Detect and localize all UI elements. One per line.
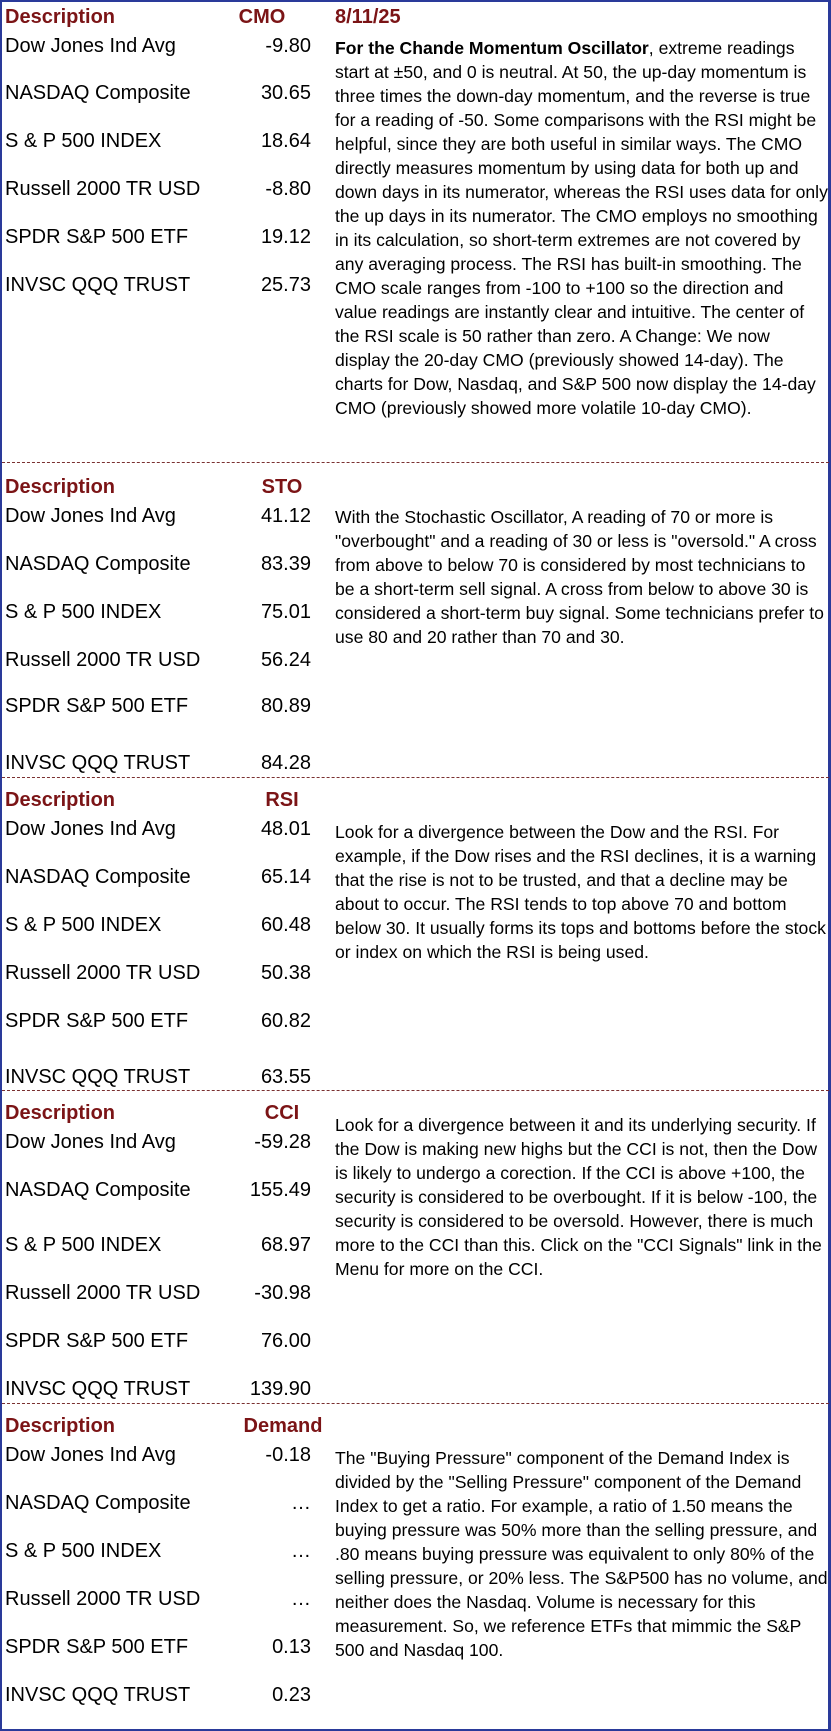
row-name: S & P 500 INDEX	[5, 1540, 162, 1562]
row-value: 60.48	[260, 914, 311, 936]
row-name: S & P 500 INDEX	[5, 1234, 162, 1256]
indicator-header-demand: Demand	[243, 1415, 323, 1437]
row-name: INVSC QQQ TRUST	[5, 1066, 191, 1088]
description-header: Description	[5, 6, 116, 28]
cmo-note-title: For the Chande Momentum Oscillator	[335, 38, 649, 58]
row-name: Dow Jones Ind Avg	[5, 1444, 176, 1466]
description-header: Description	[5, 476, 116, 498]
cmo-note	[335, 36, 829, 420]
demand-note: The "Buying Pressure" component of the Demand Index is divided by the "Selling Pressure" component of the Demand Index to get a ratio. For example, a ratio of 1.50 means the buying pressure was 50% more than the selling pressure, and .80 means buying pressure was equivalent to only 80% of the selling pressure, or 20% less. The S&P500 has no volume, and neither does the Nasdaq. Volume is necessary for this measurement. So, we reference ETFs that mimmic the S&P 500 and Nasdaq 100.	[335, 1448, 828, 1660]
row-value: 80.89	[260, 695, 311, 717]
row-name: SPDR S&P 500 ETF	[5, 226, 189, 248]
row-value: 139.90	[249, 1378, 311, 1400]
row-name: NASDAQ Composite	[5, 1179, 191, 1201]
row-value: 68.97	[260, 1234, 311, 1256]
row-name: SPDR S&P 500 ETF	[5, 695, 189, 717]
row-name: INVSC QQQ TRUST	[5, 752, 191, 774]
description-header: Description	[5, 789, 116, 811]
row-value: 60.82	[260, 1010, 311, 1032]
cmo-section	[2, 2, 829, 462]
row-value: 25.73	[260, 274, 311, 296]
row-value: …	[291, 1588, 311, 1610]
row-value: …	[291, 1540, 311, 1562]
indicator-header-rsi: RSI	[265, 789, 299, 811]
row-name: Russell 2000 TR USD	[5, 649, 201, 671]
row-name: NASDAQ Composite	[5, 866, 191, 888]
row-value: 63.55	[260, 1066, 311, 1088]
row-name: INVSC QQQ TRUST	[5, 1378, 191, 1400]
rsi-note: Look for a divergence between the Dow and the RSI. For example, if the Dow rises and the RSI declines, it is a warning that the rise is not to be trusted, and that a decline may be about to occur. The RSI tends to top above 70 and bottom below 30. It usually forms its tops and bottoms before the stock or index on which the RSI is being used.	[335, 822, 826, 962]
row-name: NASDAQ Composite	[5, 1492, 191, 1514]
row-name: Dow Jones Ind Avg	[5, 1131, 176, 1153]
row-value: -59.28	[254, 1131, 311, 1153]
row-value: -8.80	[265, 178, 311, 200]
row-value: 83.39	[260, 553, 311, 575]
row-name: INVSC QQQ TRUST	[5, 274, 191, 296]
row-value: 75.01	[260, 601, 311, 623]
row-name: SPDR S&P 500 ETF	[5, 1330, 189, 1352]
row-name: S & P 500 INDEX	[5, 914, 162, 936]
row-name: Russell 2000 TR USD	[5, 178, 201, 200]
demand-section	[2, 1404, 829, 1729]
row-name: SPDR S&P 500 ETF	[5, 1010, 189, 1032]
rsi-section	[2, 778, 829, 1090]
row-value: …	[291, 1492, 311, 1514]
row-name: Dow Jones Ind Avg	[5, 505, 176, 527]
row-value: 19.12	[260, 226, 311, 248]
row-name: NASDAQ Composite	[5, 553, 191, 575]
row-name: Dow Jones Ind Avg	[5, 35, 176, 57]
cci-section	[2, 1091, 829, 1403]
row-value: 30.65	[260, 82, 311, 104]
indicator-header-cci: CCI	[264, 1102, 300, 1124]
row-name: S & P 500 INDEX	[5, 130, 162, 152]
row-name: Russell 2000 TR USD	[5, 1588, 201, 1610]
row-name: Russell 2000 TR USD	[5, 1282, 201, 1304]
row-value: 41.12	[260, 505, 311, 527]
row-value: 0.23	[272, 1684, 311, 1706]
sto-section	[2, 463, 829, 777]
row-value: 18.64	[260, 130, 311, 152]
row-value: 76.00	[260, 1330, 311, 1352]
row-name: Russell 2000 TR USD	[5, 962, 201, 984]
report-date: 8/11/25	[335, 6, 401, 28]
row-name: SPDR S&P 500 ETF	[5, 1636, 189, 1658]
row-value: 65.14	[260, 866, 311, 888]
row-value: 0.13	[272, 1636, 311, 1658]
row-value: 50.38	[260, 962, 311, 984]
row-value: 155.49	[249, 1179, 311, 1201]
row-value: -30.98	[254, 1282, 311, 1304]
row-value: -0.18	[265, 1444, 311, 1466]
row-name: S & P 500 INDEX	[5, 601, 162, 623]
row-value: 84.28	[260, 752, 311, 774]
cmo-note-text: , extreme readings start at ±50, and 0 is neutral. At 50, the up-day momentum is three times the down-day momentum, and the reverse is true for a reading of -50. Some comparisons with the RSI might be helpful, since they are both useful in similar ways. The CMO directly measures momentum by using data for both up and down days in its numerator, whereas the RSI uses data for only the up days in its numerator. The CMO employs no smoothing in its calculation, so short-term extremes are not covered by any averaging process. The RSI has built-in smoothing. The CMO scale ranges from -100 to +100 so the direction and value readings are instantly clear and intuitive. The center of the RSI scale is 50 rather than zero. A Change: We now display the 20-day CMO (previously showed 14-day). The charts for Dow, Nasdaq, and S&P 500 now display the 14-day CMO (previously showed more volatile 10-day CMO).	[335, 38, 828, 418]
row-value: 48.01	[260, 818, 311, 840]
row-name: NASDAQ Composite	[5, 82, 191, 104]
row-value: 56.24	[260, 649, 311, 671]
row-value: -9.80	[265, 35, 311, 57]
sto-note: With the Stochastic Oscillator, A reading of 70 or more is "overbought" and a reading of 30 or less is "oversold." A cross from above to below 70 is considered by most technicians to be a short-term sell signal. A cross from below to above 30 is considered a short-term buy signal. Some technicians prefer to use 80 and 20 rather than 70 and 30.	[335, 507, 824, 647]
indicator-header-cmo: CMO	[238, 6, 286, 28]
row-name: Dow Jones Ind Avg	[5, 818, 176, 840]
row-name: INVSC QQQ TRUST	[5, 1684, 191, 1706]
indicator-header-sto: STO	[261, 476, 303, 498]
description-header: Description	[5, 1415, 116, 1437]
description-header: Description	[5, 1102, 116, 1124]
cci-note: Look for a divergence between it and its underlying security. If the Dow is making new highs but the CCI is not, then the Dow is likely to undergo a corection. If the CCI is above +100, the security is considered to be overbought. If it is below -100, the security is considered to be oversold. However, there is much more to the CCI than this. Click on the "CCI Signals" link in the Menu for more on the CCI.	[335, 1115, 822, 1279]
